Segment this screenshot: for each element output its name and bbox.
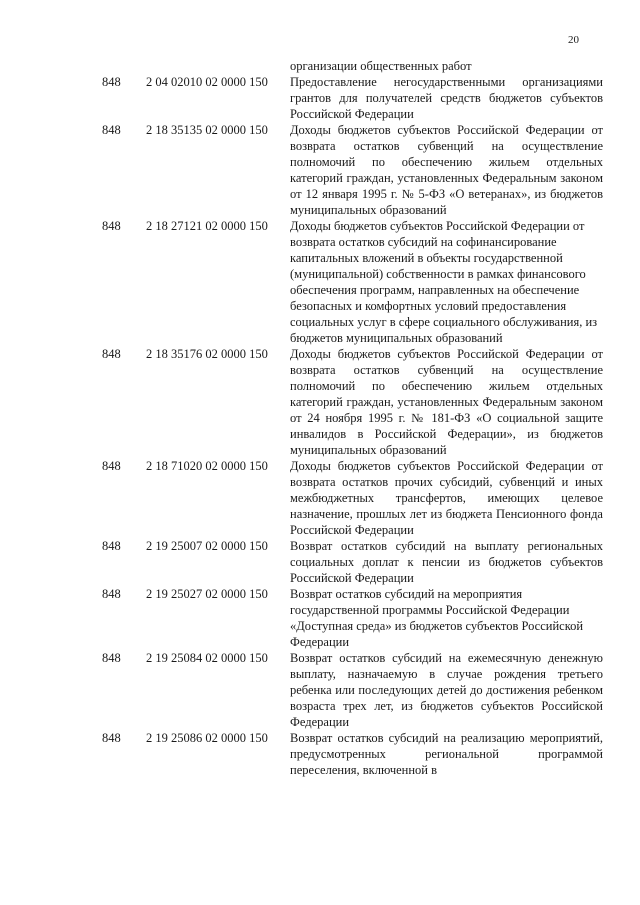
table-row (0, 538, 640, 586)
revenue-description: Доходы бюджетов субъектов Российской Федерации от возврата остатков субсидий на софинансирование капитальных вложений в объекты государственной (муниципальной) собственности в рамках финансового обеспечения программ, направленных на обеспечение безопасных и комфортных условий предоставления социальных услуг в сфере социального обслуживания, из бюджетов муниципальных образований (290, 219, 598, 345)
administrator-code: 848 (102, 75, 121, 89)
revenue-classification-code: 2 18 35135 02 0000 150 (146, 123, 268, 137)
table-row (0, 650, 640, 730)
table-row (0, 730, 640, 778)
revenue-classification-code: 2 18 71020 02 0000 150 (146, 459, 268, 473)
revenue-description: Доходы бюджетов субъектов Российской Федерации от возврата остатков субвенций на осуществление полномочий по обеспечению жильем отдельных категорий граждан, установленных Федеральным законом от 12 января 1995 г. № 5-ФЗ «О ветеранах», из бюджетов муниципальных образований (290, 123, 603, 217)
table-row (0, 458, 640, 538)
administrator-code: 848 (102, 587, 121, 601)
table-row (0, 346, 640, 458)
revenue-description: Доходы бюджетов субъектов Российской Федерации от возврата остатков прочих субсидий, субвенций и иных межбюджетных трансфертов, имеющих целевое назначение, прошлых лет из бюджета Пенсионного фонда Российской Федерации (290, 459, 603, 537)
revenue-description: Возврат остатков субсидий на выплату региональных социальных доплат к пенсии из бюджетов субъектов Российской Федерации (290, 539, 603, 585)
administrator-code: 848 (102, 651, 121, 665)
administrator-code: 848 (102, 731, 121, 745)
table-row (0, 122, 640, 218)
administrator-code: 848 (102, 219, 121, 233)
revenue-classification-code: 2 18 35176 02 0000 150 (146, 347, 268, 361)
revenue-classification-code: 2 19 25084 02 0000 150 (146, 651, 268, 665)
table-row (0, 74, 640, 122)
administrator-code: 848 (102, 539, 121, 553)
table-row (0, 58, 640, 74)
revenue-description: организации общественных работ (290, 59, 472, 73)
table-row (0, 586, 640, 650)
revenue-description: Возврат остатков субсидий на ежемесячную денежную выплату, назначаемую в случае рождения третьего ребенка или последующих детей до достижения ребенком возраста трех лет, из бюджетов субъектов Российской Федерации (290, 651, 603, 729)
administrator-code: 848 (102, 123, 121, 137)
revenue-description: Возврат остатков субсидий на мероприятия государственной программы Российской Федерации «Доступная среда» из бюджетов субъектов Российской Федерации (290, 587, 584, 649)
administrator-code: 848 (102, 459, 121, 473)
table-row (0, 218, 640, 346)
revenue-description: Возврат остатков субсидий на реализацию мероприятий, предусмотренных региональной программой переселения, включенной в (290, 731, 603, 777)
revenue-classification-code: 2 19 25086 02 0000 150 (146, 731, 268, 745)
revenue-classification-code: 2 19 25027 02 0000 150 (146, 587, 268, 601)
revenue-classification-code: 2 19 25007 02 0000 150 (146, 539, 268, 553)
page-number: 20 (568, 34, 579, 46)
revenue-description: Предоставление негосударственными организациями грантов для получателей средств бюджетов субъектов Российской Федерации (290, 75, 603, 121)
revenue-description: Доходы бюджетов субъектов Российской Федерации от возврата остатков субвенций на осуществление полномочий по обеспечению жильем отдельных категорий граждан, установленных Федеральным законом от 24 ноября 1995 г. № 181-ФЗ «О социальной защите инвалидов в Российской Федерации», из бюджетов муниципальных образований (290, 347, 603, 457)
administrator-code: 848 (102, 347, 121, 361)
revenue-classification-code: 2 18 27121 02 0000 150 (146, 219, 268, 233)
revenue-code-table (0, 58, 640, 778)
revenue-classification-code: 2 04 02010 02 0000 150 (146, 75, 268, 89)
